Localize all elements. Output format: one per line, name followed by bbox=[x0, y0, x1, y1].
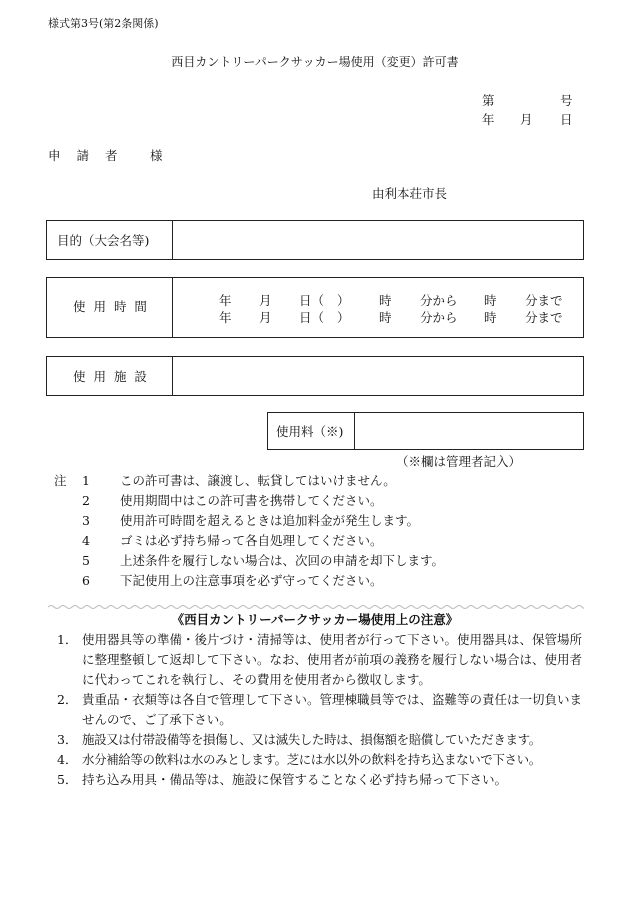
usage-time-row1-hour-to: 時 bbox=[484, 293, 497, 308]
usage-time-row2-paren: ） bbox=[337, 310, 350, 325]
issue-date-month: 月 bbox=[520, 112, 533, 127]
document-title: 西目カントリーパークサッカー場使用（変更）許可書 bbox=[171, 55, 459, 69]
usage-time-row1-hour: 時 bbox=[379, 293, 392, 308]
usage-time-label: 使 用 時 間 bbox=[73, 299, 149, 314]
issue-date-day: 日 bbox=[560, 112, 573, 127]
issue-date-year: 年 bbox=[482, 112, 495, 127]
wavy-divider bbox=[48, 604, 584, 610]
fee-label: 使用料（※) bbox=[276, 424, 344, 439]
note-text: 上述条件を履行しない場合は、次回の申請を却下します。 bbox=[120, 553, 445, 568]
fee-row bbox=[267, 412, 584, 450]
usage-time-row1-day: 日（ bbox=[299, 293, 325, 308]
caution-number: 4． bbox=[57, 752, 78, 767]
caution-text: 使用器具等の準備・後片づけ・清掃等は、使用者が行って下さい。使用器具は、保管場所に整理整頓して返却して下さい。なお、使用者が前項の義務を履行しない場合は、使用者に代わってこれを執行し、その費用を使用者から徴収します。 bbox=[82, 632, 583, 687]
caution-item bbox=[57, 730, 597, 750]
usage-time-row1-minute-from: 分から bbox=[420, 293, 458, 308]
facility-label: 使 用 施 設 bbox=[73, 369, 149, 384]
note-text: 使用許可時間を超えるときは追加料金が発生します。 bbox=[120, 513, 420, 528]
note-number: 1 bbox=[82, 473, 90, 488]
usage-time-row2-hour: 時 bbox=[379, 310, 392, 325]
note-text: この許可書は、譲渡し、転貸してはいけません。 bbox=[120, 473, 396, 488]
note-number: 5 bbox=[82, 553, 90, 568]
caution-text: 施設又は付帯設備等を損傷し、又は滅失した時は、損傷額を賠償していただきます。 bbox=[82, 732, 541, 747]
caution-item bbox=[57, 770, 597, 790]
caution-number: 5． bbox=[57, 772, 78, 787]
issue-number-suffix: 号 bbox=[560, 93, 573, 108]
caution-item bbox=[57, 630, 597, 690]
caution-number: 2． bbox=[57, 692, 78, 707]
usage-time-row2-day: 日（ bbox=[299, 310, 325, 325]
usage-time-row1-year: 年 bbox=[219, 293, 232, 308]
note-number: 3 bbox=[82, 513, 90, 528]
applicant-honorific: 様 bbox=[150, 148, 163, 163]
usage-time-row2-year: 年 bbox=[219, 310, 232, 325]
cautions-title: 《西目カントリーパークサッカー場使用上の注意》 bbox=[171, 612, 459, 627]
caution-text: 貴重品・衣類等は各自で管理して下さい。管理棟職員等では、盗難等の責任は一切負いませんので、ご了承下さい。 bbox=[82, 692, 583, 727]
usage-time-row2-hour-to: 時 bbox=[484, 310, 497, 325]
fee-admin-note: （※欄は管理者記入） bbox=[396, 454, 522, 469]
facility-row bbox=[46, 356, 584, 396]
caution-number: 1． bbox=[57, 632, 78, 647]
usage-time-row2-month: 月 bbox=[259, 310, 272, 325]
note-number: 6 bbox=[82, 573, 90, 588]
issuer-name: 由利本荘市長 bbox=[372, 186, 448, 201]
applicant-label: 申 請 者 bbox=[48, 148, 124, 163]
caution-item bbox=[57, 690, 597, 730]
caution-text: 水分補給等の飲料は水のみとします。芝には水以外の飲料を持ち込まないで下さい。 bbox=[82, 752, 541, 767]
purpose-label: 目的（大会名等) bbox=[57, 233, 150, 248]
note-text: 使用期間中はこの許可書を携帯してください。 bbox=[120, 493, 383, 508]
usage-time-row1-paren: ） bbox=[337, 293, 350, 308]
note-text: 下記使用上の注意事項を必ず守ってください。 bbox=[120, 573, 383, 588]
notes-head: 注 bbox=[54, 473, 67, 488]
usage-time-row2-minute-to: 分まで bbox=[525, 310, 563, 325]
note-number: 4 bbox=[82, 533, 90, 548]
issue-number-prefix: 第 bbox=[482, 93, 495, 108]
usage-time-row bbox=[46, 277, 584, 338]
form-number: 様式第3号(第2条関係) bbox=[48, 17, 159, 30]
purpose-row bbox=[46, 220, 584, 260]
caution-number: 3． bbox=[57, 732, 78, 747]
note-text: ゴミは必ず持ち帰って各自処理してください。 bbox=[120, 533, 383, 548]
usage-time-row2-minute-from: 分から bbox=[420, 310, 458, 325]
usage-time-row1-minute-to: 分まで bbox=[525, 293, 563, 308]
note-number: 2 bbox=[82, 493, 90, 508]
caution-item bbox=[57, 750, 597, 770]
usage-time-row1-month: 月 bbox=[259, 293, 272, 308]
caution-text: 持ち込み用具・備品等は、施設に保管することなく必ず持ち帰って下さい。 bbox=[82, 772, 508, 787]
